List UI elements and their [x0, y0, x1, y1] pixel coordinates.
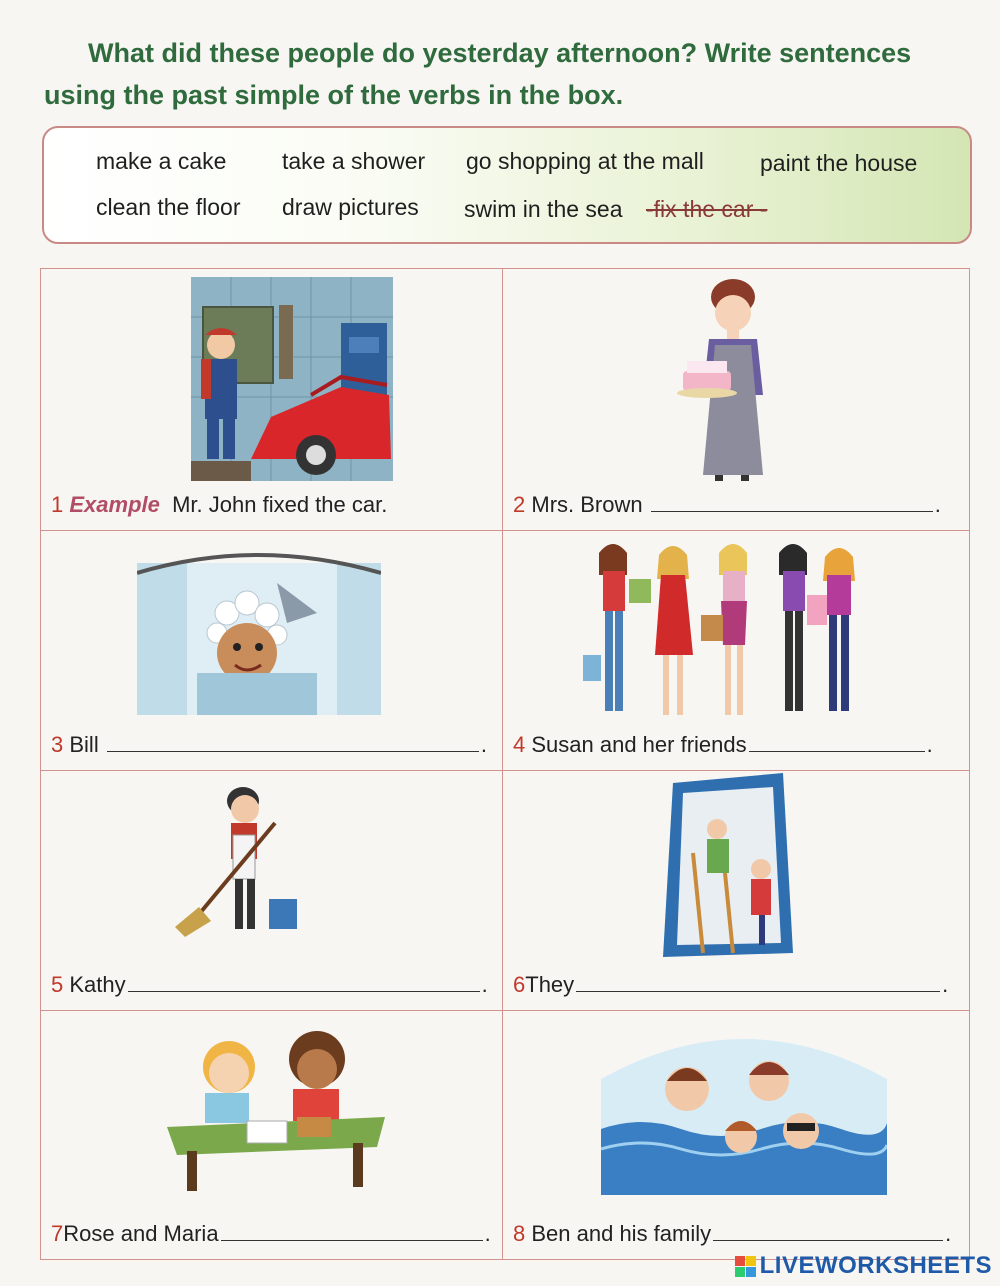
end-period: .: [934, 492, 941, 517]
exercise-subject: Mrs. Brown: [531, 492, 643, 517]
exercise-number: 2: [513, 492, 526, 517]
exercise-number: 6: [513, 972, 526, 997]
exercise-4-caption: [513, 732, 933, 758]
sweeping-woman-picture: [175, 779, 305, 943]
exercise-cell-3: [41, 531, 503, 771]
exercise-cell-6: [503, 771, 969, 1011]
end-period: .: [484, 1221, 491, 1246]
answer-blank[interactable]: [221, 1222, 483, 1241]
exercise-cell-4: [503, 531, 969, 771]
word-fix-the-car-crossed: -fix the car -: [646, 196, 768, 222]
example-label: Example: [69, 492, 160, 517]
exercise-cell-2: [503, 269, 969, 531]
exercise-8-caption: [513, 1221, 951, 1247]
exercise-cell-7: [41, 1011, 503, 1259]
painting-picture: [663, 773, 795, 957]
exercise-cell-1: [41, 269, 503, 531]
exercise-subject: Kathy: [69, 972, 126, 997]
answer-blank[interactable]: [749, 733, 925, 752]
word-draw-pictures: draw pictures: [282, 194, 419, 220]
exercise-number: 7: [51, 1221, 64, 1246]
word-swim-in-the-sea: swim in the sea: [464, 196, 623, 222]
answer-blank[interactable]: [128, 973, 480, 992]
exercise-3-caption: [51, 732, 487, 758]
exercise-cell-5: [41, 771, 503, 1011]
exercise-number: 1: [51, 492, 64, 517]
word-box: [42, 126, 972, 244]
answer-blank[interactable]: [107, 733, 479, 752]
swimming-family-picture: [601, 1019, 887, 1195]
end-period: .: [942, 972, 949, 997]
word-paint-the-house: paint the house: [760, 150, 918, 176]
brand-name: LIVEWORKSHEETS: [759, 1252, 992, 1279]
end-period: .: [481, 972, 488, 997]
exercise-number: 5: [51, 972, 64, 997]
shopping-women-picture: [583, 535, 863, 725]
answer-blank[interactable]: [713, 1222, 943, 1241]
instructions: [44, 32, 984, 116]
exercise-number: 3: [51, 732, 64, 757]
drawing-girls-picture: [167, 1017, 385, 1193]
exercise-1-caption: [51, 492, 387, 518]
exercise-6-caption: [513, 972, 948, 998]
exercise-subject: Bill: [69, 732, 99, 757]
mechanic-car-picture: [191, 277, 393, 481]
answer-blank[interactable]: [651, 493, 933, 512]
answer-blank[interactable]: [576, 973, 940, 992]
word-make-a-cake: make a cake: [96, 148, 227, 174]
woman-cake-picture: [663, 275, 793, 481]
exercise-5-caption: [51, 972, 488, 998]
word-clean-the-floor: clean the floor: [96, 194, 241, 220]
exercise-subject: They: [525, 972, 575, 997]
example-answer: Mr. John fixed the car.: [172, 492, 388, 517]
word-take-a-shower: take a shower: [282, 148, 426, 174]
exercise-subject: Rose and Maria: [63, 1221, 219, 1246]
exercise-subject: Susan and her friends: [531, 732, 747, 757]
instruction-line-1: What did these people do yesterday afternoon? Write sentences: [88, 38, 912, 68]
exercise-number: 4: [513, 732, 526, 757]
exercise-number: 8: [513, 1221, 526, 1246]
exercise-2-caption: [513, 492, 941, 518]
word-go-shopping: go shopping at the mall: [466, 148, 704, 174]
exercise-7-caption: [51, 1221, 491, 1247]
end-period: .: [945, 1221, 952, 1246]
instruction-line-2: using the past simple of the verbs in the box.: [44, 80, 624, 110]
exercise-cell-8: [503, 1011, 969, 1259]
exercise-grid: [40, 268, 970, 1260]
exercise-subject: Ben and his family: [531, 1221, 712, 1246]
end-period: .: [480, 732, 487, 757]
liveworksheets-logo-icon: [735, 1256, 756, 1277]
end-period: .: [926, 732, 933, 757]
shower-picture: [137, 543, 381, 715]
liveworksheets-logo[interactable]: [735, 1252, 992, 1280]
